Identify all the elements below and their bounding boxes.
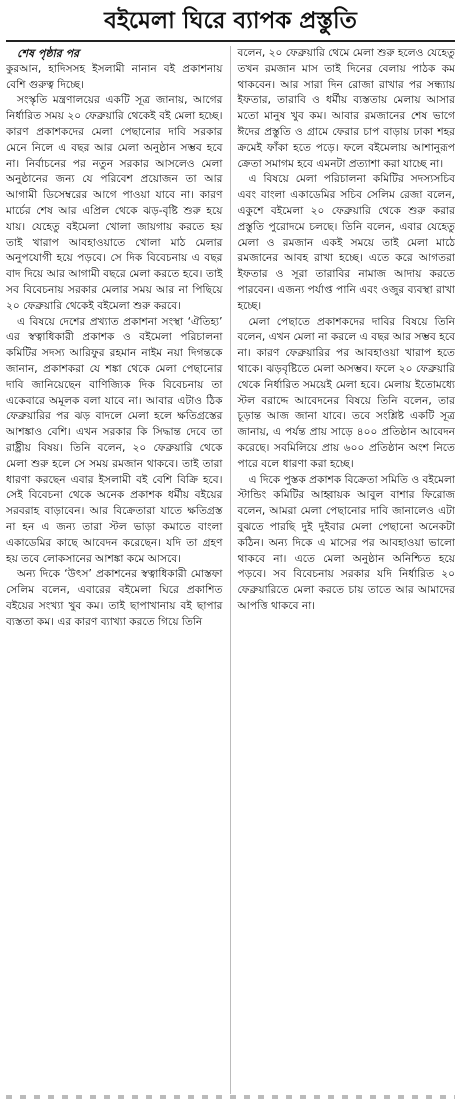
article-body [6,46,455,1094]
article-paragraph: সংস্কৃতি মন্ত্রণালয়ের একটি সূত্র জানায়, আগের নির্ধারিত সময় ২০ ফেব্রুয়ারি থেকেই বই মেলা হচ্ছে। কারণ প্রকাশকদের মেলা পেছানোর দাবি সরকার মেনে নিলে এ বছর আর মেলা অনুষ্ঠান সম্ভব হবে না। নির্বাচনের পর নতুন সরকার আসলেও মেলা অনুষ্ঠানের জন্য যে পরিবেশ প্রয়োজন তা আর আগামী ডিসেম্বরের আগে পাওয়া যাবে না। কারণ মার্চের শেষ আর এপ্রিল থেকে ঝড়-বৃষ্টি শুরু হয়ে যায়। যেহেতু বইমেলা খোলা জায়গায় করতে হয় তাই খারাপ আবহাওয়াতে খোলা মাঠ মেলার অনুপযোগী হয়ে পড়বে। সে দিক বিবেচনায় এ বছর বাদ দিয়ে আর আগামী বছরে মেলা করতে হবে। তাই সব বিবেচনায় সরকার মেলার সময় আর না পিছিয়ে ২০ ফেব্রুয়ারি থেকেই বইমেলা শুরু করবে। [6,94,223,312]
continuation-label: শেষ পৃষ্ঠার পর [17,47,80,60]
article-headline: বইমেলা ঘিরে ব্যাপক প্রস্তুতি [104,8,357,34]
article-paragraph: এ দিকে পুস্তক প্রকাশক বিক্রেতা সমিতি ও বইমেলা স্টান্ডিং কমিটির আহ্বায়ক আবুল বাশার ফিরোজ বলেন, আমরা মেলা পেছানোর দাবি জানালেও এটা বুঝতে পারছি দুই দুইবার মেলা পেছানো অনেকটা কঠিন। অন্য দিকে এ মাসের পর আবহাওয়া ভালো থাকবে না। এতে মেলা অনুষ্ঠান অনিশ্চিত হয়ে পড়বে। সব বিবেচনায় সরকার যদি নির্ধারিত ২০ ফেব্রুয়ারিতে মেলা করতে চায় তাতে আর আমাদের আপত্তি থাকবে না। [237,473,455,612]
article-paragraph: মেলা পেছাতে প্রকাশকদের দাবির বিষয়ে তিনি বলেন, এখন মেলা না করলে এ বছর আর সম্ভব হবে না। কারণ ফেব্রুয়ারির পর আবহাওয়া খারাপ হতে থাকে। ঝড়বৃষ্টিতে মেলা অসম্ভব। ফলে ২০ ফেব্রুয়ারি থেকে নির্ধারিত সময়েই মেলা হবে। মেলায় ইতোমধ্যে স্টল বরাদ্দে আবেদনের বিষয়ে তিনি বলেন, তার চূড়ান্ত আজ জানা যাবে। তবে সংশ্লিষ্ট একটি সূত্র জানায়, এ পর্যন্ত প্রায় সাড়ে ৪০০ প্রতিষ্ঠান আবেদন করেছে। সবমিলিয়ে প্রায় ৬০০ প্রতিষ্ঠান অংশ নিতে পারে বলে ধারণা করা হচ্ছে। [237,315,455,470]
article-paragraph: কুরআন, হাদিসসহ ইসলামী নানান বই প্রকাশনায় বেশি গুরুত্ব দিচ্ছে। [6,62,223,91]
article-column-right [231,46,456,1094]
article-paragraph: এ বিষয়ে দেশের প্রখ্যাত প্রকাশনা সংস্থা ‘ঐতিহ্য’ এর স্বত্বাধিকারী প্রকাশক ও বইমেলা পরিচালনা কমিটির সদস্য আরিফুর রহমান নাইম নয়া দিগন্তকে জানান, প্রকাশকরা যে শঙ্কা থেকে মেলা পেছানোর দাবি জানিয়েছেন বাণিজ্যিক দিক বিবেচনায় তা একেবারে অমূলক বলা যাবে না। আবার এটাও ঠিক ফেব্রুয়ারির পর ঝড় বাদলে মেলা হলে ক্ষতিগ্রস্তের আশঙ্কাও বেশি। এখন সরকার কি সিদ্ধান্ত দেবে তা রাষ্ট্রীয় বিষয়। তিনি বলেন, ২০ ফেব্রুয়ারি থেকে মেলা শুরু হলে সে সময় রমজান থাকবে। তাই তারা ধারণা করছেন এবার ইসলামী বই বেশি বিক্রি হবে। সেই বিবেচনা থেকে অনেক প্রকাশক ধর্মীয় বইয়ের সরবরাহ বাড়াবেন। আর বিক্রেতারা যাতে ক্ষতিগ্রস্ত না হন এ জন্য তারা স্টল ভাড়া কমাতে বাংলা একাডেমির কাছে আবেদন করেছেন। যদি তা গ্রহণ হয় তবে লোকসানের আশঙ্কা কমে আসবে। [6,315,223,565]
article-paragraph: বলেন, ২০ ফেব্রুয়ারি থেমে মেলা শুরু হলেও যেহেতু তখন রমজান মাস তাই দিনের বেলায় পাঠক কম থাকবেন। আর সারা দিন রোজা রাখার পর সন্ধ্যায় ইফতার, তারাবি ও ধর্মীয় ব্যস্ততায় মেলায় আসার মতো মানুষ খুব কম। আবার রমজানের শেষ ভাগে ঈদের প্রস্তুতি ও গ্রামে ফেরার চাপ বাড়ায় ঢাকা শহর ক্রমেই ফাঁকা হতে পড়ে। ফলে বইমেলায় আশানুরূপ ক্রেতা সমাগম হবে এমনটা প্রত্যাশা করা যাচ্ছে না। [237,47,455,170]
article-column-left [6,46,231,1094]
headline-divider [6,40,455,42]
article-paragraph: এ বিষয়ে মেলা পরিচালনা কমিটির সদস্যসচিব এবং বাংলা একাডেমির সচিব সেলিম রেজা বলেন, একুশে বইমেলা ২০ ফেব্রুয়ারি থেকে শুরু করার প্রস্তুতি পুরোদমে চলছে। তিনি বলেন, এবার যেহেতু মেলা ও রমজান একই সময়ে তাই মেলা মাঠে রমজানের আবহ রাখা হচ্ছে। এতে করে আগতরা ইফতার ও সূরা তারাবির নামাজ আদায় করতে পারবেন। এজন্য পর্যাপ্ত পানি এবং ওজুর ব্যবস্থা রাখা হচ্ছে। [237,173,455,312]
article-paragraph: অন্য দিকে ‘উৎস’ প্রকাশনের স্বত্বাধিকারী মোস্তফা সেলিম বলেন, এবারের বইমেলা ঘিরে প্রকাশিত বইয়ের সংখ্যা খুব কম। তাই ছাপাখানায় বই ছাপার ব্যস্ততা কম। এর কারণ ব্যাখ্যা করতে গিয়ে তিনি [6,568,223,628]
clipping-cut-edge [6,1095,455,1099]
